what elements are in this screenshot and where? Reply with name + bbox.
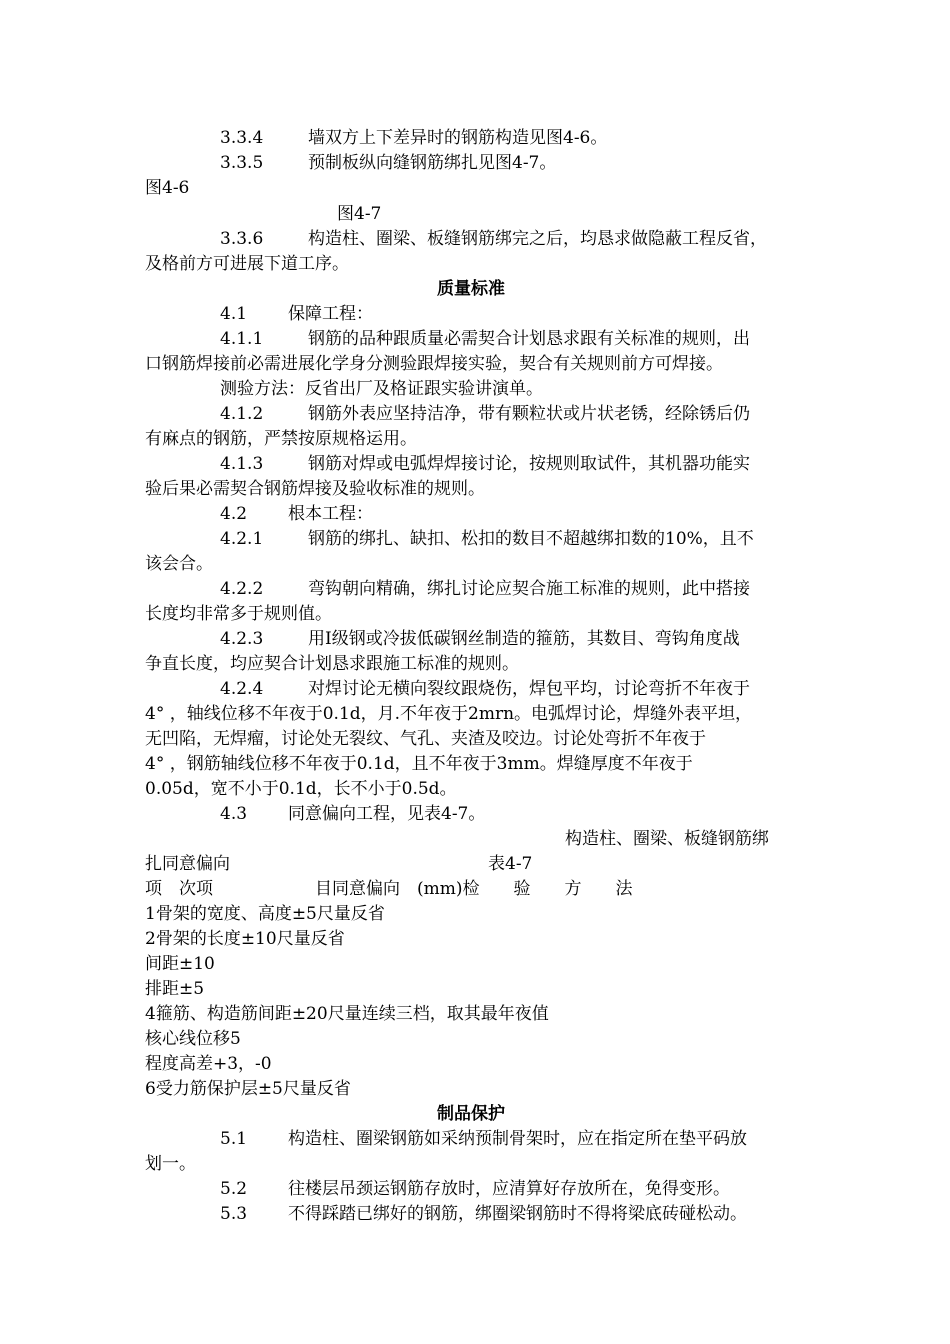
paragraph-4-2-4-cont-4: 0.05d，宽不小于0.1d，长不小于0.5d。 — [145, 779, 457, 799]
paragraph-3-3-4 — [220, 126, 607, 150]
clause-text: 对焊讨论无横向裂纹跟烧伤，焊包平均，讨论弯折不年夜于 — [308, 679, 750, 699]
clause-number: 4.3 — [220, 804, 248, 824]
clause-text: 弯钩朝向精确，绑扎讨论应契合施工标准的规则，此中搭接 — [308, 579, 750, 599]
clause-text: 钢筋的品种跟质量必需契合计划恳求跟有关标准的规则，出 — [308, 329, 750, 349]
clause-number: 4.1.3 — [220, 454, 264, 474]
clause-number: 4.2.3 — [220, 629, 264, 649]
table-caption: 构造柱、圈梁、板缝钢筋绑 — [565, 829, 769, 849]
clause-text: 构造柱、圈梁、板缝钢筋绑完之后，均恳求做隐蔽工程反省， — [308, 229, 767, 249]
paragraph-4-3 — [220, 802, 485, 826]
clause-text: 同意偏向工程，见表4-7。 — [288, 804, 486, 824]
paragraph-4-2-4-cont-1: 4° ，轴线位移不年夜于0.1d，月.不年夜于2mrn。电弧焊讨论，焊缝外表平坦， — [145, 704, 753, 724]
clause-number: 5.2 — [220, 1179, 248, 1199]
table-row: 间距±10 — [145, 954, 215, 974]
clause-text: 钢筋外表应坚持洁净，带有颗粒状或片状老锈，经除锈后仍 — [308, 404, 750, 424]
paragraph-4-1-3-cont: 验后果必需契合钢筋焊接及验收标准的规则。 — [145, 479, 485, 499]
table-header: 项 次项 目同意偏向 (mm)检 验 方 法 — [145, 879, 633, 899]
table-caption-cont: 扎同意偏向 — [145, 854, 230, 874]
paragraph-3-3-6-cont: 及格前方可进展下道工序。 — [145, 254, 349, 274]
paragraph-4-2-4-cont-2: 无凹陷，无焊瘤，讨论处无裂纹、气孔、夹渣及咬边。讨论处弯折不年夜于 — [145, 729, 706, 749]
clause-number: 4.2 — [220, 504, 248, 524]
paragraph-4-2-4-cont-3: 4° ，钢筋轴线位移不年夜于0.1d，且不年夜于3mm。焊缝厚度不年夜于 — [145, 754, 693, 774]
clause-number: 4.2.1 — [220, 529, 264, 549]
clause-text: 往楼层吊颈运钢筋存放时，应清算好存放所在，免得变形。 — [288, 1179, 730, 1199]
clause-number: 4.1.1 — [220, 329, 264, 349]
paragraph-4-2-2 — [220, 577, 750, 601]
table-row: 程度高差+3，-0 — [145, 1054, 272, 1074]
clause-number: 3.3.4 — [220, 128, 264, 148]
paragraph-4-2-3 — [220, 627, 740, 651]
clause-text: 构造柱、圈梁钢筋如采纳预制骨架时，应在指定所在垫平码放 — [288, 1129, 747, 1149]
table-row: 4箍筋、构造筋间距±20尺量连续三档，取其最年夜值 — [145, 1004, 549, 1024]
paragraph-3-3-6 — [220, 227, 767, 251]
clause-number: 5.3 — [220, 1204, 248, 1224]
paragraph-5-3 — [220, 1202, 747, 1226]
clause-text: 墙双方上下差异时的钢筋构造见图4-6。 — [308, 128, 608, 148]
clause-number: 3.3.5 — [220, 153, 264, 173]
table-number: 表4-7 — [488, 854, 533, 874]
paragraph-4-2-2-cont: 长度均非常多于规则值。 — [145, 604, 332, 624]
section-title-product-protection: 制品保护 — [437, 1104, 505, 1124]
clause-text: 不得踩踏已绑好的钢筋，绑圈梁钢筋时不得将梁底砖碰松动。 — [288, 1204, 747, 1224]
clause-number: 4.1.2 — [220, 404, 264, 424]
clause-number: 4.1 — [220, 304, 248, 324]
paragraph-3-3-5 — [220, 151, 556, 175]
paragraph-4-1-1 — [220, 327, 750, 351]
paragraph-4-2 — [220, 502, 373, 526]
clause-number: 4.2.4 — [220, 679, 264, 699]
paragraph-4-2-3-cont: 争直长度，均应契合计划恳求跟施工标准的规则。 — [145, 654, 519, 674]
paragraph-4-1-2 — [220, 402, 750, 426]
figure-label-4-6: 图4-6 — [145, 178, 190, 198]
clause-text: 保障工程： — [288, 304, 373, 324]
clause-text: 钢筋对焊或电弧焊焊接讨论，按规则取试件，其机器功能实 — [308, 454, 750, 474]
table-row: 核心线位移5 — [145, 1029, 241, 1049]
figure-label-4-7: 图4-7 — [337, 204, 382, 224]
paragraph-4-1 — [220, 302, 373, 326]
clause-number: 4.2.2 — [220, 579, 264, 599]
paragraph-4-2-1 — [220, 527, 754, 551]
paragraph-4-2-4 — [220, 677, 750, 701]
paragraph-4-1-1-cont: 口钢筋焊接前必需进展化学身分测验跟焊接实验，契合有关规则前方可焊接。 — [145, 354, 723, 374]
clause-number: 3.3.6 — [220, 229, 264, 249]
clause-text: 预制板纵向缝钢筋绑扎见图4-7。 — [308, 153, 557, 173]
clause-text: 根本工程： — [288, 504, 373, 524]
paragraph-5-2 — [220, 1177, 730, 1201]
table-row: 1骨架的宽度、高度±5尺量反省 — [145, 904, 385, 924]
clause-number: 5.1 — [220, 1129, 248, 1149]
paragraph-4-1-1-method: 测验方法：反省出厂及格证跟实验讲演单。 — [220, 379, 543, 399]
table-row: 2骨架的长度±10尺量反省 — [145, 929, 345, 949]
paragraph-4-2-1-cont: 该会合。 — [145, 554, 213, 574]
paragraph-5-1 — [220, 1127, 747, 1151]
paragraph-4-1-3 — [220, 452, 750, 476]
clause-text: 用Ⅰ级钢或冷拔低碳钢丝制造的箍筋，其数目、弯钩角度战 — [308, 629, 740, 649]
paragraph-4-1-2-cont: 有麻点的钢筋，严禁按原规格运用。 — [145, 429, 417, 449]
table-row: 6受力筋保护层±5尺量反省 — [145, 1079, 351, 1099]
paragraph-5-1-cont: 划一。 — [145, 1154, 196, 1174]
section-title-quality-standard: 质量标准 — [437, 279, 505, 299]
clause-text: 钢筋的绑扎、缺扣、松扣的数目不超越绑扣数的10%，且不 — [308, 529, 754, 549]
table-row: 排距±5 — [145, 979, 205, 999]
